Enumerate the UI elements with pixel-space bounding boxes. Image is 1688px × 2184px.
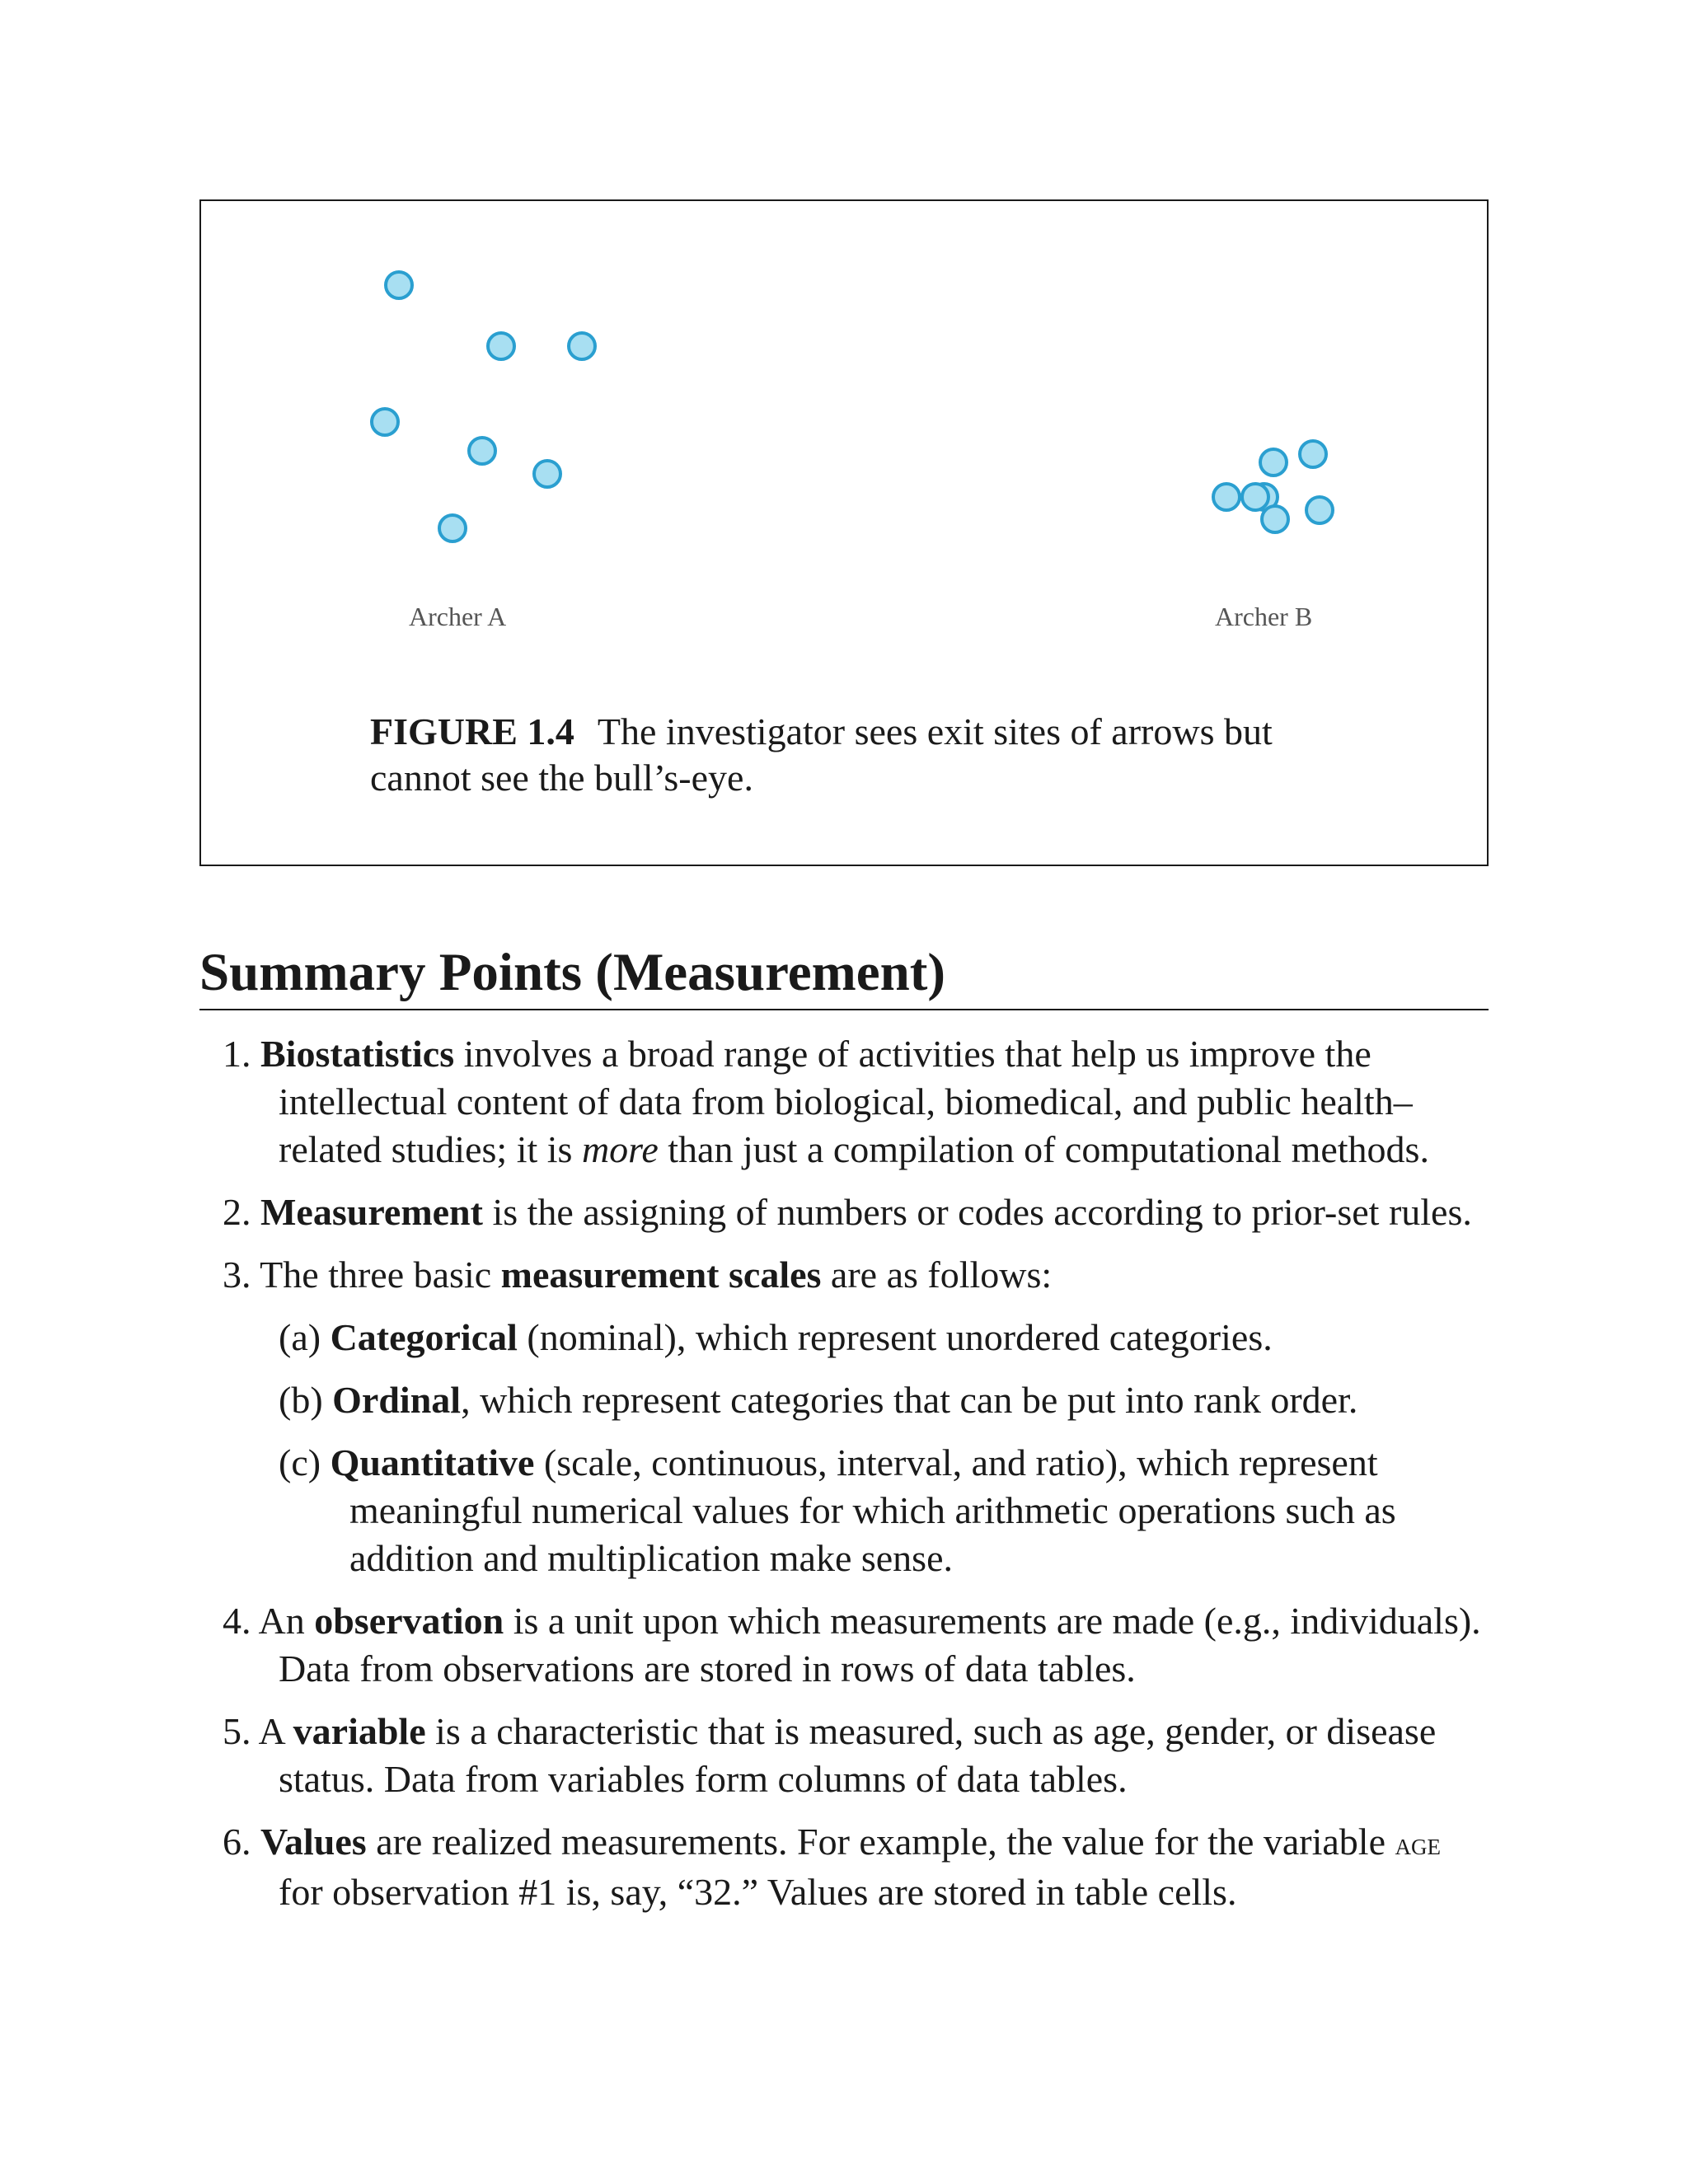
arrow-exit-marker — [469, 438, 495, 464]
arrow-exit-marker — [1260, 449, 1287, 476]
item-text: is a characteristic that is measured, such as age, gender, or disease status. Data from variables form columns of data tables. — [279, 1710, 1437, 1800]
sub-item-label: (b) — [279, 1379, 323, 1421]
item-number: 5. — [223, 1710, 251, 1752]
sub-item-label: (a) — [279, 1316, 321, 1358]
term: Categorical — [330, 1316, 518, 1358]
archer-a-label: Archer A — [409, 602, 507, 631]
item-text: is a unit upon which measurements are made (e.g., individuals). Data from observations are stored in rows of data tables. — [279, 1600, 1481, 1690]
item-text: for observation #1 is, say, “32.” Values are stored in table cells. — [279, 1871, 1237, 1913]
term: variable — [293, 1710, 426, 1752]
sub-item-label: (c) — [279, 1441, 321, 1483]
figure-caption — [370, 709, 1359, 801]
arrow-exit-marker — [372, 409, 398, 435]
list-item — [223, 1251, 1492, 1582]
sub-list-item — [279, 1439, 1492, 1582]
variable-name: age — [1395, 1827, 1442, 1862]
item-text: An — [258, 1600, 315, 1642]
term: Quantitative — [330, 1441, 535, 1483]
archer-a-markers — [372, 272, 595, 541]
arrow-exit-marker — [1213, 484, 1240, 510]
arrow-exit-marker — [439, 515, 466, 541]
arrow-exit-marker — [386, 272, 412, 298]
item-text: The three basic — [260, 1254, 501, 1296]
section-heading: Summary Points (Measurement) — [199, 940, 1489, 1010]
item-text: (nominal), which represent unordered categories. — [517, 1316, 1273, 1358]
item-text: (scale, continuous, interval, and ratio), which represent meaningful numerical values for which arithmetic operations such as addition and multiplication make sense. — [349, 1441, 1396, 1579]
figure-caption-text: The investigator sees exit sites of arrows but cannot see the bull’s-eye. — [370, 710, 1273, 799]
arrow-exit-marker — [1306, 497, 1333, 523]
figure-box — [199, 199, 1489, 866]
list-item — [223, 1708, 1492, 1803]
item-number: 1. — [223, 1033, 251, 1075]
term: Ordinal — [332, 1379, 462, 1421]
emphasis: more — [581, 1128, 659, 1170]
scale-sublist — [279, 1314, 1492, 1582]
item-text: A — [258, 1710, 293, 1752]
figure-number: FIGURE 1.4 — [370, 710, 574, 752]
term: Measurement — [260, 1191, 483, 1233]
arrow-exit-marker — [1242, 484, 1268, 510]
summary-list — [223, 1030, 1492, 1931]
item-text: are realized measurements. For example, the value for the variable — [366, 1821, 1395, 1863]
item-text: is the assigning of numbers or codes according to prior-set rules. — [482, 1191, 1472, 1233]
item-number: 2. — [223, 1191, 251, 1233]
archer-b-label: Archer B — [1215, 602, 1313, 631]
sub-list-item — [279, 1314, 1492, 1361]
list-item — [223, 1188, 1492, 1236]
arrow-exit-marker — [569, 333, 595, 359]
term: Values — [260, 1821, 367, 1863]
arrow-exit-marker — [1262, 506, 1288, 532]
arrow-exit-marker — [534, 461, 560, 487]
item-text: involves a broad range of activities that help us improve the intellectual content of data from biological, biomedical, and public health–related studies; it is — [279, 1033, 1413, 1170]
arrow-exit-marker — [488, 333, 514, 359]
arrow-exit-marker — [1300, 441, 1326, 467]
archer-b-markers — [1213, 441, 1333, 532]
item-text: , which represent categories that can be put into rank order. — [461, 1379, 1358, 1421]
term: observation — [314, 1600, 504, 1642]
list-item — [223, 1030, 1492, 1174]
item-number: 6. — [223, 1821, 251, 1863]
item-number: 4. — [223, 1600, 251, 1642]
item-text: than just a compilation of computational methods. — [658, 1128, 1429, 1170]
list-item — [223, 1597, 1492, 1693]
item-text: are as follows: — [821, 1254, 1053, 1296]
list-item — [223, 1818, 1492, 1916]
term: measurement scales — [500, 1254, 822, 1296]
sub-list-item — [279, 1376, 1492, 1424]
term: Biostatistics — [260, 1033, 455, 1075]
item-number: 3. — [223, 1254, 251, 1296]
